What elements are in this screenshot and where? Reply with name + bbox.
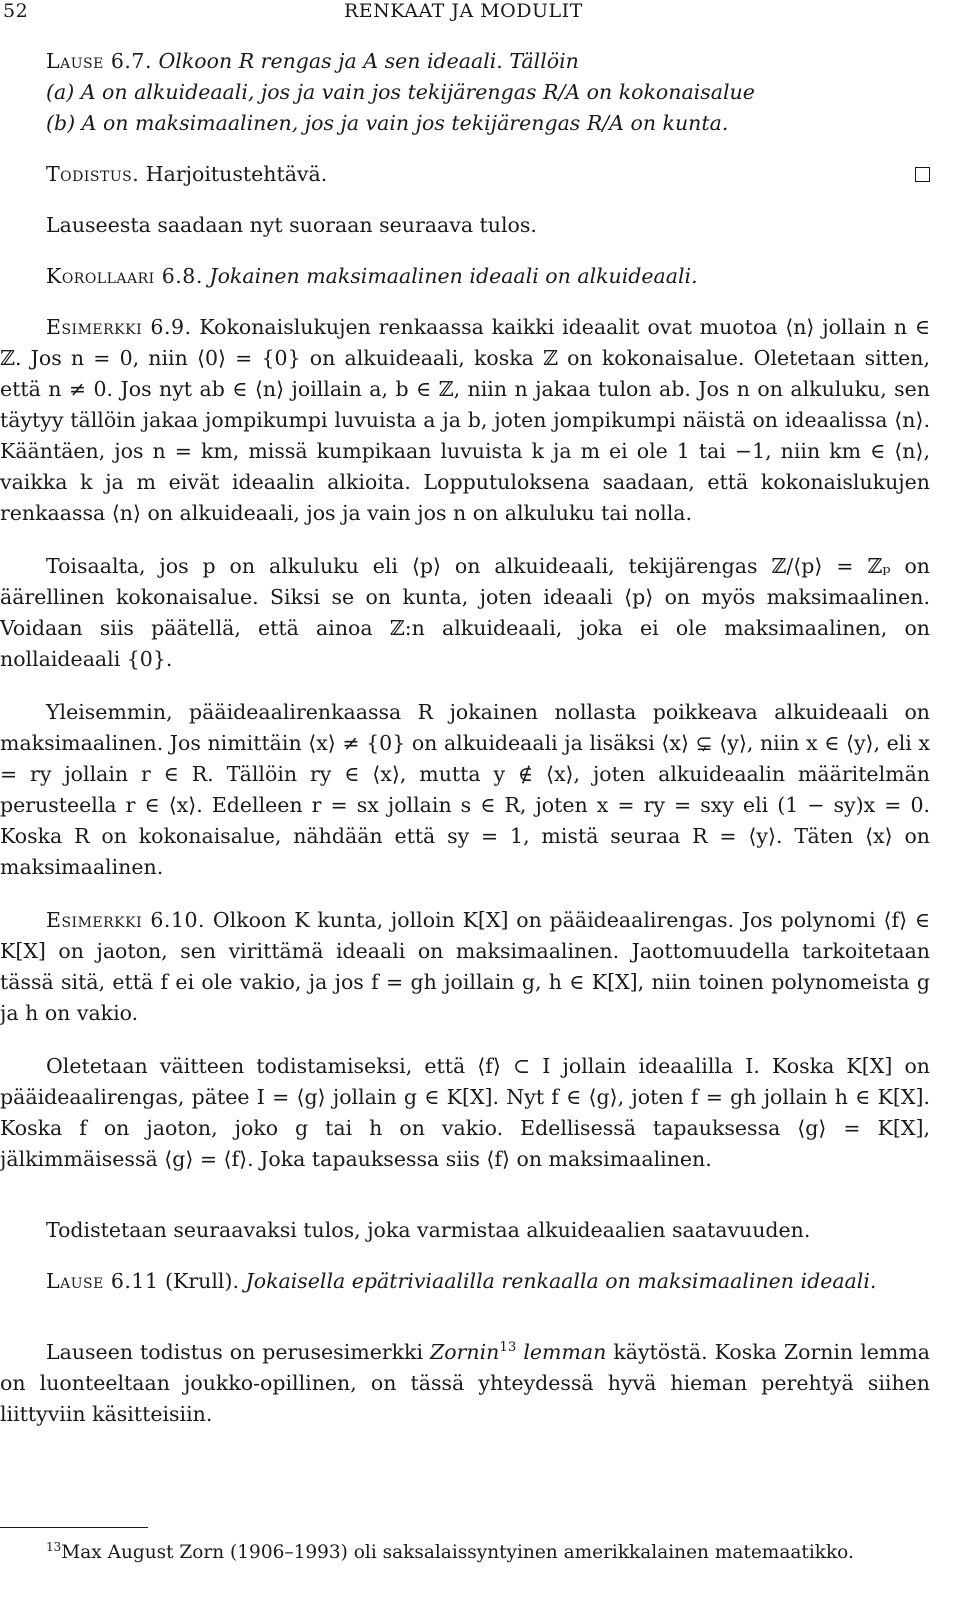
theorem-statement: Jokaisella epätriviaalilla renkaalla on maksimaalinen ideaali. (245, 1269, 877, 1293)
example-6-9 (0, 312, 930, 529)
theorem-item-b: (b) A on maksimaalinen, jos ja vain jos tekijärengas R/A on kunta. (46, 111, 729, 135)
footnote-text: Max August Zorn (1906–1993) oli saksalaissyntyinen amerikkalainen matemaatikko. (61, 1542, 854, 1563)
example-label: Esimerkki 6.9. (46, 315, 192, 339)
page-header (0, 0, 960, 30)
page-body (0, 46, 930, 1430)
page-number: 52 (3, 0, 29, 22)
theorem-6-7 (0, 46, 930, 77)
footnote-mark: 13 (46, 1539, 62, 1554)
theorem-6-11 (0, 1266, 930, 1297)
example-6-9-paragraph-3: Yleisemmin, pääideaalirenkaassa R jokainen nollasta poikkeava alkuideaali on maksimaalinen. Jos nimittäin ⟨x⟩ ≠ {0} on alkuideaali ja lisäksi ⟨x⟩ ⊊ ⟨y⟩, niin x ∈ ⟨y⟩, eli x = ry jollain r ∈ R. Tällöin ry ∈ ⟨x⟩, mutta y ∉ ⟨x⟩, joten alkuideaalin määritelmän perusteella r ∈ ⟨x⟩. Edelleen r = sx jollain s ∈ R, joten x = ry = sxy eli (1 − sy)x = 0. Koska R on kokonaisalue, nähdään että sy = 1, mistä seuraa R = ⟨y⟩. Täten ⟨x⟩ on maksimaalinen. (0, 700, 930, 879)
closing-text: Lauseen todistus on perusesimerkki (46, 1340, 431, 1364)
lemman-term: lemman (516, 1340, 607, 1364)
closing-text-rest: käytöstä. Koska Zornin lemma on luonteeltaan joukko-opillinen, on tässä yhteydessä hyvä hieman perehtyä siihen liittyviin käsitteisiin. (0, 1340, 930, 1426)
theorem-label: Lause 6.7. (46, 49, 152, 73)
qed-symbol (915, 167, 930, 182)
example-6-9-paragraph-2: Toisaalta, jos p on alkuluku eli ⟨p⟩ on alkuideaali, tekijärengas ℤ/⟨p⟩ = ℤₚ on äärellinen kokonaisalue. Siksi se on kunta, joten ideaali ⟨p⟩ on myös maksimaalinen. Voidaan siis päätellä, että ainoa ℤ:n alkuideaali, joka ei ole maksimaalinen, on nollaideaali {0}. (0, 554, 930, 671)
example-text: Olkoon K kunta, jolloin K[X] on pääideaalirengas. Jos polynomi ⟨f⟩ ∈ K[X] on jaoton, sen virittämä ideaali on maksimaalinen. Jaottomuudella tarkoitetaan tässä sitä, että f ei ole vakio, ja jos f = gh joillain g, h ∈ K[X], niin toinen polynomeista g ja h on vakio. (0, 908, 930, 1025)
footnote-reference[interactable]: 13 (499, 1340, 517, 1356)
footnote-rule (0, 1527, 148, 1528)
proof-text: Harjoitustehtävä. (145, 162, 328, 186)
theorem-name: (Krull). (165, 1269, 239, 1293)
theorem-item-a: (a) A on alkuideaali, jos ja vain jos tekijärengas R/A on kokonaisalue (46, 80, 755, 104)
example-6-10 (0, 905, 930, 1029)
closing-paragraph (0, 1337, 930, 1430)
example-6-10-paragraph-2: Oletetaan väitteen todistamiseksi, että ⟨f⟩ ⊂ I jollain ideaalilla I. Koska K[X] on pääideaalirengas, pätee I = ⟨g⟩ jollain g ∈ K[X]. Nyt f ∈ ⟨g⟩, joten f = gh jollain h ∈ K[X]. Koska f on jaoton, joko g tai h on vakio. Edellisessä tapauksessa ⟨g⟩ = K[X], jälkimmäisessä ⟨g⟩ = ⟨f⟩. Joka tapauksessa siis ⟨f⟩ on maksimaalinen. (0, 1054, 930, 1171)
footnote (46, 1540, 926, 1566)
example-text: Kokonaislukujen renkaassa kaikki ideaalit ovat muotoa ⟨n⟩ jollain n ∈ ℤ. Jos n = 0, niin ⟨0⟩ = {0} on alkuideaali, koska ℤ on kokonaisalue. Oletetaan sitten, että n ≠ 0. Jos nyt ab ∈ ⟨n⟩ joillain a, b ∈ ℤ, niin n jakaa tulon ab. Jos n on alkuluku, sen täytyy tällöin jakaa jompikumpi luvuista a ja b, joten jompikumpi näistä on ideaalissa ⟨n⟩. Kääntäen, jos n = km, missä kumpikaan luvuista k ja m ei ole 1 tai −1, niin km ∈ ⟨n⟩, vaikka k ja m eivät ideaalin alkioita. Lopputuloksena saadaan, että kokonaislukujen renkaassa ⟨n⟩ on alkuideaali, jos ja vain jos n on alkuluku tai nolla. (0, 315, 930, 525)
corollary-label: Korollaari 6.8. (46, 264, 203, 288)
proof (0, 159, 930, 190)
running-head: RENKAAT JA MODULIT (344, 0, 583, 22)
theorem-label: Lause 6.11 (46, 1269, 159, 1293)
theorem-statement: Olkoon R rengas ja A sen ideaali. Tällöin (158, 49, 579, 73)
corollary-statement: Jokainen maksimaalinen ideaali on alkuideaali. (209, 264, 698, 288)
transition-text: Lauseesta saadaan nyt suoraan seuraava tulos. (46, 213, 537, 237)
corollary-6-8 (0, 261, 930, 292)
transition-text: Todistetaan seuraavaksi tulos, joka varmistaa alkuideaalien saatavuuden. (46, 1218, 811, 1242)
proof-label: Todistus. (46, 162, 140, 186)
example-label: Esimerkki 6.10. (46, 908, 206, 932)
zornin-term: Zornin (430, 1340, 500, 1364)
